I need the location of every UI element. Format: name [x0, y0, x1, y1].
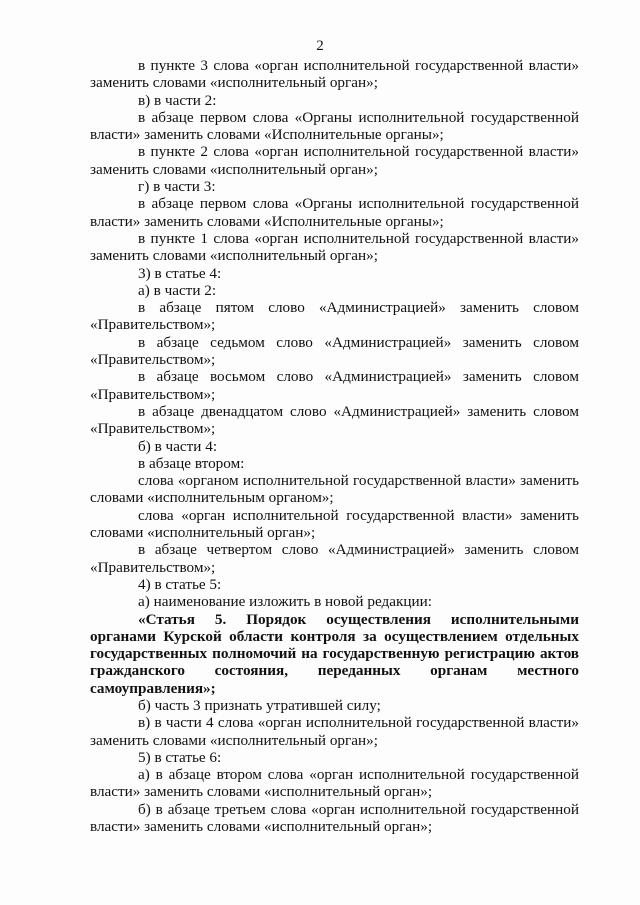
page-number: 2: [316, 38, 324, 54]
paragraph: в абзаце первом слова «Органы исполнительной государственной власти» заменить словами «Исполнительные органы»;: [90, 195, 579, 230]
paragraph: слова «орган исполнительной государственной власти» заменить словами «исполнительный орган»;: [90, 506, 579, 542]
paragraph: в абзаце втором:: [138, 454, 245, 472]
paragraph: б) в абзаце третьем слова «орган исполнительной государственной власти» заменить словами «исполнительный орган»;: [90, 800, 579, 836]
article-heading: «Статья 5. Порядок осуществления исполнительными органами Курской области контроля за осуществлением отдельных государственных полномочий на государственную регистрацию актов гражданского состояния, переданных органам местного самоуправления»;: [90, 610, 579, 697]
paragraph: в абзаце пятом слово «Администрацией» заменить словом «Правительством»;: [90, 299, 579, 334]
paragraph: в пункте 2 слова «орган исполнительной государственной власти» заменить словами «исполнительный орган»;: [90, 143, 579, 178]
paragraph: а) в абзаце втором слова «орган исполнительной государственной власти» заменить словами «исполнительный орган»;: [90, 766, 579, 801]
paragraph: б) часть 3 признать утратившей силу;: [138, 696, 381, 714]
paragraph: в пункте 1 слова «орган исполнительной государственной власти» заменить словами «исполнительный орган»;: [90, 229, 579, 265]
paragraph: 4) в статье 5:: [138, 575, 222, 593]
paragraph: в абзаце двенадцатом слово «Администрацией» заменить словом «Правительством»;: [90, 402, 579, 438]
document-body: [90, 57, 579, 835]
paragraph: а) в части 2:: [138, 281, 217, 299]
paragraph: слова «органом исполнительной государственной власти» заменить словами «исполнительным органом»;: [90, 472, 579, 507]
paragraph: в пункте 3 слова «орган исполнительной государственной власти» заменить словами «исполнительный орган»;: [90, 57, 579, 92]
paragraph: в абзаце четвертом слово «Администрацией» заменить словом «Правительством»;: [90, 541, 579, 576]
paragraph: в) в части 2:: [138, 91, 217, 109]
paragraph: в абзаце седьмом слово «Администрацией» заменить словом «Правительством»;: [90, 333, 579, 369]
paragraph: в абзаце первом слова «Органы исполнительной государственной власти» заменить словами «Исполнительные органы»;: [90, 108, 579, 144]
paragraph: 3) в статье 4:: [138, 264, 222, 282]
paragraph: 5) в статье 6:: [138, 748, 222, 766]
paragraph: а) наименование изложить в новой редакции:: [138, 593, 432, 611]
paragraph: в абзаце восьмом слово «Администрацией» заменить словом «Правительством»;: [90, 368, 579, 403]
paragraph: г) в части 3:: [138, 178, 216, 196]
paragraph: в) в части 4 слова «орган исполнительной государственной власти» заменить словами «исполнительный орган»;: [90, 714, 579, 749]
paragraph: б) в части 4:: [138, 437, 218, 455]
